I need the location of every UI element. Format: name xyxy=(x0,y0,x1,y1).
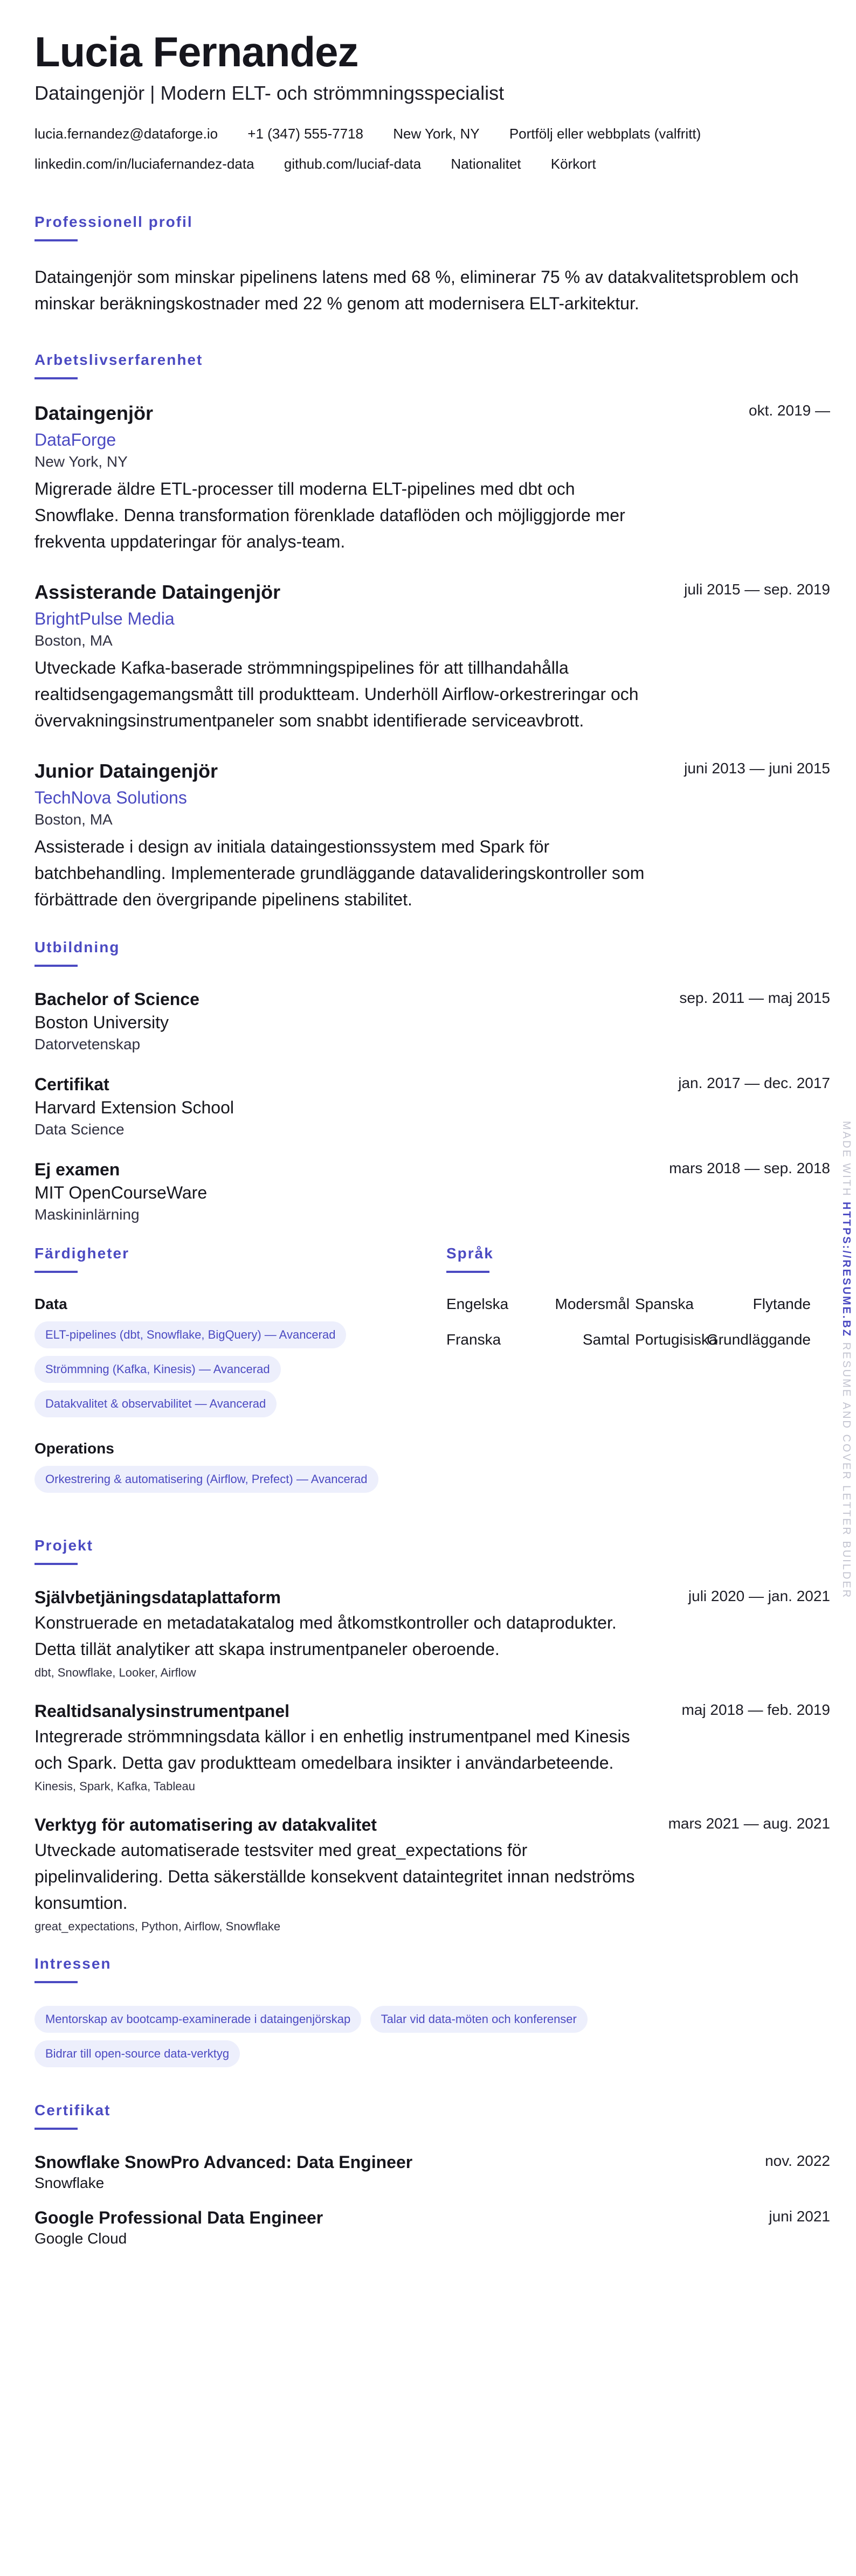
section-divider xyxy=(34,2128,78,2130)
experience-company[interactable]: TechNova Solutions xyxy=(34,787,187,807)
language-level: Grundläggande xyxy=(706,1331,811,1348)
certificate-issuer: Google Cloud xyxy=(34,2229,127,2247)
section-title: Utbildning xyxy=(34,938,120,955)
experience-item xyxy=(34,760,830,913)
experience-location: Boston, MA xyxy=(34,632,113,649)
languages-list xyxy=(446,1296,824,1348)
education-degree: Certifikat xyxy=(34,1074,109,1094)
interest-pill: Mentorskap av bootcamp-examinerade i dataingenjörskap xyxy=(34,2006,361,2033)
project-description: Utveckade automatiserade testsviter med great_expectations för pipelinvalidering. Detta säkerställde konsekvent dataintegritet innan nedströms konsumtion. xyxy=(34,1840,635,1913)
contact-phone[interactable]: +1 (347) 555-7718 xyxy=(247,125,363,142)
section-title: Projekt xyxy=(34,1536,93,1554)
project-dates: mars 2021 — aug. 2021 xyxy=(668,1815,830,1832)
experience-item xyxy=(34,402,830,555)
section-divider xyxy=(34,1981,78,1983)
experience-role: Junior Dataingenjör xyxy=(34,759,218,782)
contact-email[interactable]: lucia.fernandez@dataforge.io xyxy=(34,125,218,142)
section-title: Intressen xyxy=(34,1955,112,1972)
education-degree: Ej examen xyxy=(34,1159,120,1179)
language-name: Franska xyxy=(446,1331,501,1348)
section-title: Professionell profil xyxy=(34,213,193,230)
interest-pill: Bidrar till open-source data-verktyg xyxy=(34,2040,240,2067)
education-dates: jan. 2017 — dec. 2017 xyxy=(678,1074,830,1091)
education-degree: Bachelor of Science xyxy=(34,989,199,1009)
skills-languages-section xyxy=(34,1245,830,1515)
language-name: Spanska xyxy=(635,1295,694,1312)
education-field: Maskininlärning xyxy=(34,1206,140,1223)
education-item xyxy=(34,989,830,1053)
experience-company[interactable]: DataForge xyxy=(34,430,116,449)
experience-section xyxy=(34,351,830,913)
experience-location: Boston, MA xyxy=(34,811,113,828)
education-item xyxy=(34,1160,830,1223)
resume-content xyxy=(34,28,830,2263)
section-divider xyxy=(34,377,78,379)
experience-company[interactable]: BrightPulse Media xyxy=(34,608,175,628)
contact-location: New York, NY xyxy=(393,125,480,142)
section-divider xyxy=(34,239,78,241)
project-tech: Kinesis, Spark, Kafka, Tableau xyxy=(34,1779,195,1793)
certificates-section xyxy=(34,2102,830,2247)
languages-column xyxy=(446,1245,824,1515)
section-divider xyxy=(34,1271,78,1273)
side-credit-suffix: RESUME AND COVER LETTER BUILDER xyxy=(840,1342,852,1599)
experience-item xyxy=(34,581,830,734)
experience-dates: okt. 2019 — xyxy=(749,401,830,419)
profile-section xyxy=(34,213,830,317)
language-name: Engelska xyxy=(446,1295,509,1312)
language-level: Samtal xyxy=(582,1331,630,1348)
project-tech: dbt, Snowflake, Looker, Airflow xyxy=(34,1665,196,1679)
experience-dates: juni 2013 — juni 2015 xyxy=(684,759,830,777)
certificate-date: juni 2021 xyxy=(769,2207,830,2225)
education-dates: mars 2018 — sep. 2018 xyxy=(669,1159,830,1176)
contact-nationality: Nationalitet xyxy=(451,155,521,172)
section-title: Färdigheter xyxy=(34,1244,130,1262)
projects-section xyxy=(34,1537,830,1934)
language-name: Portugisiska xyxy=(635,1331,717,1348)
contact-drivers-license: Körkort xyxy=(550,155,596,172)
side-credit xyxy=(840,1121,852,1599)
profile-summary: Dataingenjör som minskar pipelinens latens med 68 %, eliminerar 75 % av datakvalitetsproblem och minskar beräkningskostnader med 22 % genom att modernisera ELT-arkitektur. xyxy=(34,267,799,313)
project-dates: juli 2020 — jan. 2021 xyxy=(688,1587,830,1604)
experience-description: Assisterade i design av initiala dataingestionssystem med Spark för batchbehandling. Implementerade grundläggande datavalideringskontroller som förbättrade den övergripande pipelinens stabilitet. xyxy=(34,836,645,909)
project-name: Realtidsanalysinstrumentpanel xyxy=(34,1701,290,1721)
skill-pill: ELT-pipelines (dbt, Snowflake, BigQuery) — Avancerad xyxy=(34,1321,346,1348)
language-level: Flytande xyxy=(753,1295,811,1312)
skill-group-title: Data xyxy=(34,1295,67,1312)
resume-header xyxy=(34,28,830,179)
candidate-name: Lucia Fernandez xyxy=(34,28,358,75)
section-title: Certifikat xyxy=(34,2101,111,2118)
experience-role: Dataingenjör xyxy=(34,401,154,424)
skill-group xyxy=(34,1440,412,1500)
experience-dates: juli 2015 — sep. 2019 xyxy=(684,580,830,598)
contact-linkedin[interactable]: linkedin.com/in/luciafernandez-data xyxy=(34,155,254,172)
skill-group xyxy=(34,1296,412,1425)
experience-role: Assisterande Dataingenjör xyxy=(34,580,281,603)
project-item xyxy=(34,1588,830,1680)
project-item xyxy=(34,1701,830,1793)
experience-description: Utveckade Kafka-baserade strömmningspipelines för att tillhandahålla realtidsengagemangsmått till produktteam. Underhöll Airflow-orkestreringar och övervakningsinstrumentpaneler som snabbt identifierade serviceavbrott. xyxy=(34,657,639,730)
contact-info xyxy=(34,119,830,179)
skill-pill: Datakvalitet & observabilitet — Avancerad xyxy=(34,1390,277,1417)
project-dates: maj 2018 — feb. 2019 xyxy=(681,1701,830,1718)
project-name: Självbetjäningsdataplattaform xyxy=(34,1587,281,1607)
education-item xyxy=(34,1075,830,1138)
skill-pill: Orkestrering & automatisering (Airflow, Prefect) — Avancerad xyxy=(34,1466,378,1493)
section-title: Arbetslivserfarenhet xyxy=(34,351,203,368)
education-school: Boston University xyxy=(34,1012,169,1032)
interests-list xyxy=(34,2006,830,2075)
interests-section xyxy=(34,1955,830,2075)
side-credit-prefix: MADE WITH xyxy=(840,1121,852,1197)
project-tech: great_expectations, Python, Airflow, Snowflake xyxy=(34,1919,281,1933)
certificate-item xyxy=(34,2208,830,2247)
section-title: Språk xyxy=(446,1244,494,1262)
contact-portfolio[interactable]: Portfölj eller webbplats (valfritt) xyxy=(509,125,701,142)
contact-github[interactable]: github.com/luciaf-data xyxy=(284,155,422,172)
certificate-name: Google Professional Data Engineer xyxy=(34,2207,323,2227)
interest-pill: Talar vid data-möten och konferenser xyxy=(370,2006,588,2033)
section-divider xyxy=(34,965,78,967)
language-level: Modersmål xyxy=(555,1295,630,1312)
section-divider xyxy=(446,1271,489,1273)
education-school: MIT OpenCourseWare xyxy=(34,1182,208,1202)
project-description: Konstruerade en metadatakatalog med åtkomstkontroller och dataprodukter. Detta tillät analytiker att skapa instrumentpaneler oberoende. xyxy=(34,1612,617,1659)
certificate-item xyxy=(34,2152,830,2192)
project-item xyxy=(34,1815,830,1934)
education-section xyxy=(34,939,830,1223)
candidate-headline: Dataingenjör | Modern ELT- och strömmningsspecialist xyxy=(34,81,505,104)
certificate-name: Snowflake SnowPro Advanced: Data Engineer xyxy=(34,2152,413,2172)
skill-group-title: Operations xyxy=(34,1439,114,1457)
project-name: Verktyg för automatisering av datakvalitet xyxy=(34,1815,377,1834)
skill-pill: Strömmning (Kafka, Kinesis) — Avancerad xyxy=(34,1356,281,1383)
education-school: Harvard Extension School xyxy=(34,1097,234,1117)
education-field: Data Science xyxy=(34,1120,125,1138)
certificate-issuer: Snowflake xyxy=(34,2174,105,2191)
side-credit-link[interactable]: HTTPS://RESUME.BZ xyxy=(840,1202,852,1338)
education-field: Datorvetenskap xyxy=(34,1035,141,1052)
section-divider xyxy=(34,1563,78,1565)
project-description: Integrerade strömmningsdata källor i en enhetlig instrumentpanel med Kinesis och Spark. Detta gav produktteam omedelbara insikter i användarbeteende. xyxy=(34,1726,630,1772)
certificate-date: nov. 2022 xyxy=(765,2152,830,2169)
experience-description: Migrerade äldre ETL-processer till moderna ELT-pipelines med dbt och Snowflake. Denna transformation förenklade dataflöden och möjliggjorde mer frekventa uppdateringar för analys-team. xyxy=(34,479,625,551)
experience-location: New York, NY xyxy=(34,453,128,470)
skills-column xyxy=(34,1245,412,1515)
education-dates: sep. 2011 — maj 2015 xyxy=(679,989,830,1006)
